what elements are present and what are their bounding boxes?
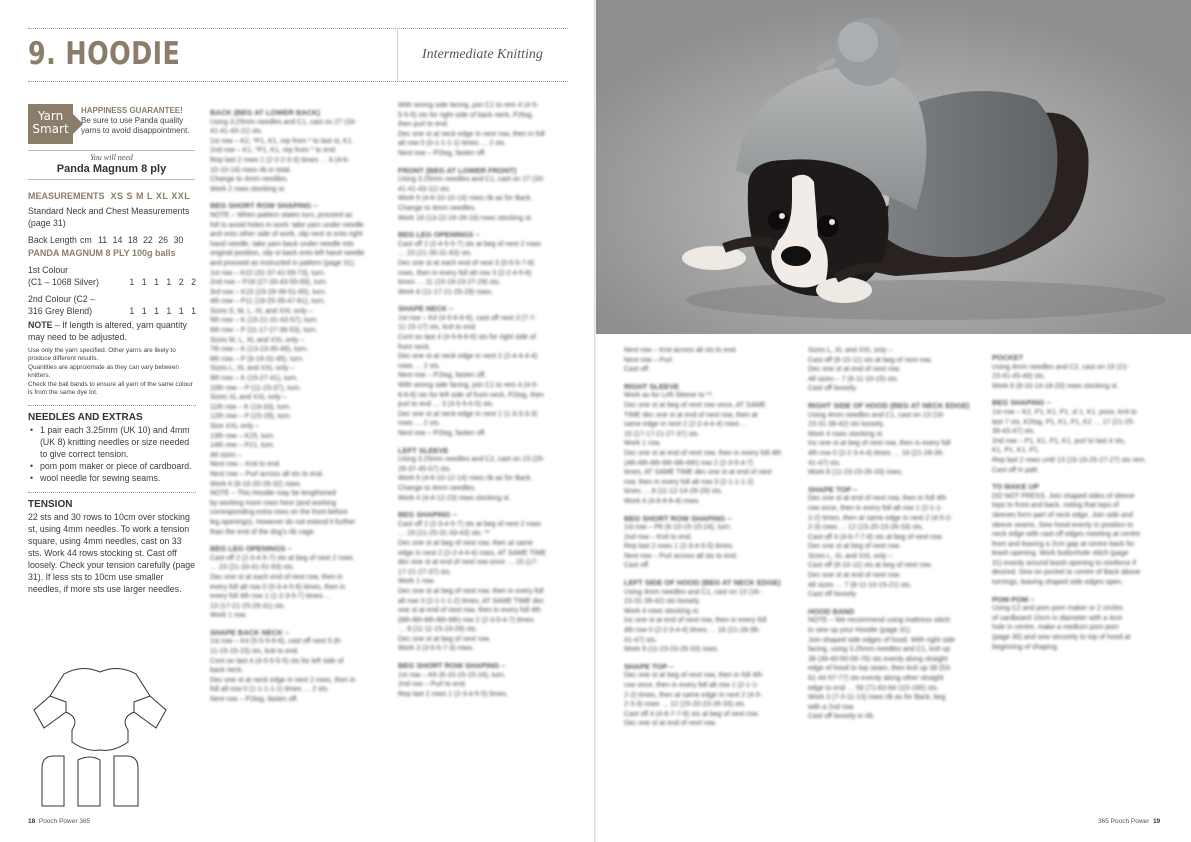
skill-level: Intermediate Knitting — [422, 47, 543, 62]
pattern-line: alt row 0 (0-1-1-1-1) times … 2 sts. — [398, 140, 507, 148]
pattern-line: 39-43-47) sts. — [992, 428, 1036, 436]
pattern-line: then purl to end. — [398, 121, 449, 129]
pattern-line: Using 4mm needles and C1, cast on 13 (16- — [808, 411, 945, 419]
pattern-line: Rep last 2 rows 1 (2-3-4-5-5) times. — [624, 543, 735, 551]
back-length-values: 11 14 18 22 26 30 — [98, 235, 184, 245]
pattern-line: 38 (38-40-50-56-76) sts evenly along straight — [808, 655, 948, 663]
pattern-line: Work 4 (4-6-6-6-4) rows. — [624, 497, 701, 505]
pattern-column-3 — [624, 346, 804, 826]
pattern-line: 29-37-45-57) sts. — [398, 465, 452, 473]
pattern-heading: POM POM – — [992, 594, 1035, 604]
pattern-line: Rep last 2 rows 1 (2-3-4-5-5) times. — [398, 690, 509, 698]
pattern-line: 1st row – P6 (6-10-15-15-24), turn. — [624, 524, 732, 532]
colour1-label-b: (C1 – 1068 Silver) — [28, 277, 99, 287]
pattern-line: times … 11 (15-19-23-27-29) sts. — [398, 279, 501, 287]
pattern-line: Change to 4mm needles. — [398, 204, 477, 212]
pattern-line: rows … 2 sts. — [398, 362, 441, 370]
pattern-line: Sizes L, XL and XXL only – — [210, 365, 295, 373]
pattern-line: 2nd row – P1, K1, P1, K1, purl to last 4 sts, — [992, 437, 1126, 445]
section-divider — [28, 492, 196, 493]
pattern-line: (6th-6th-6th-6th-6th) row 2 (2-3-5-4-7) times — [398, 616, 534, 624]
pattern-line: Dec one st at end of next row. — [808, 572, 901, 580]
yarn-note-2: Quantities are approximate as they can vary between knitters. — [28, 363, 179, 380]
pattern-heading: SHAPE NECK – — [398, 304, 454, 314]
pattern-column-1 — [210, 101, 388, 833]
pattern-line: corresponding extra rows on the front before — [210, 509, 348, 517]
pattern-line: With wrong side facing, join C1 to rem 4 (4-5- — [398, 102, 539, 109]
pattern-line: 4th row 0 (2-2-3-4-4) times … 16 (21-28-36- — [808, 449, 945, 457]
pattern-line: Rep last 2 rows until 13 (15-19-25-27-27) sts rem. — [992, 456, 1147, 464]
body-pieces-outline — [50, 668, 150, 750]
pattern-line: Sizes M, L, XL and XXL only – — [210, 336, 305, 344]
needles-heading: NEEDLES AND EXTRAS — [28, 412, 143, 424]
pattern-line: one st at end of next row, then in every foll 4th — [398, 607, 541, 615]
pattern-line: rows … 2 sts. — [398, 420, 441, 428]
pattern-line: 1st row – K22 (31-37-41-59-73), turn. — [210, 269, 326, 277]
pattern-heading: POCKET — [992, 353, 1024, 362]
pattern-line: Rep last 2 rows 1 (2-2-2-3-3) times … 6 (4-6- — [210, 156, 350, 164]
pattern-line: Dec one st at neck edge in next 2 rows, then in — [210, 676, 356, 684]
dog-photo-illustration — [596, 0, 1191, 334]
pattern-line: 61-44-57-77) sts evenly along other straight — [808, 675, 944, 682]
pattern-line: Dec one st at beg of next row, then in every foll — [398, 587, 544, 595]
pattern-line: 8th row – P (9-19-31-45), turn. — [210, 355, 305, 363]
pattern-line: 23-41-45-49) sts. — [992, 373, 1046, 381]
pattern-line: 10-10-14) rows rib in total. — [210, 166, 292, 174]
pattern-line: Work 8 (11-23-23-26-33) rows. — [808, 469, 904, 477]
yarn-smart-badge: Yarn Smart — [28, 104, 73, 144]
you-will-need-rule — [28, 179, 195, 180]
pattern-line: 5-5-5) sts for right side of back neck, P2tog, — [398, 111, 534, 119]
pattern-line: row once, then in every foll alt row 1 (2-1-1- — [808, 504, 943, 512]
pattern-heading: BEG SHAPING – — [398, 510, 457, 520]
pattern-line: every foll 4th row 1 (1-2-3-5-7) times … — [210, 593, 332, 601]
pattern-line: neck edge with cast off edges meeting at centre — [992, 531, 1141, 539]
pattern-column-2 — [398, 101, 576, 833]
pattern-line: hand needle, take yarn back under needle into — [210, 240, 354, 248]
pattern-line: NOTE – We recommend using mattress stitch — [808, 617, 951, 625]
pattern-line: … 9 (11-11-15-19-29) sts. — [398, 626, 478, 634]
pattern-line: Dec one st at beg of next row, then at same — [398, 539, 534, 547]
pattern-line: back neck. — [210, 667, 244, 675]
pattern-line: Cast off (6-10-11) sts at beg of next row. — [808, 356, 933, 364]
pattern-line: 11-15-15-15) sts, knit to end. — [210, 648, 299, 656]
pattern-line: 1st row – K6 (6-10-15-15-24), turn. — [398, 671, 506, 679]
back-length-row — [28, 234, 196, 246]
pattern-line: 2nd row – Purl to end. — [398, 681, 467, 689]
pattern-line: Work 1 row. — [398, 578, 435, 586]
pattern-line: 10th row – P (11-23-37), turn. — [210, 384, 302, 392]
pattern-line: of cardboard 10cm in diameter with a 4cm — [992, 614, 1123, 622]
pattern-heading: SHAPE TOP – — [624, 661, 674, 671]
pattern-line: (4th-6th-6th-6th-6th-6th) row 2 (2-3-5-4-7) — [624, 459, 754, 467]
pattern-line: Work 8 (8-10-14-18-20) rows stocking st. — [992, 382, 1119, 390]
pattern-line: 5th row – K (15-21-31-43-57), turn. — [210, 317, 319, 325]
pattern-line: (page 30) and sew securely to top of hood at — [992, 634, 1131, 642]
pattern-line: 2-3-3) rows … 12 (15-20-23-26-33) sts. — [624, 701, 746, 709]
pattern-line: Cast off loosely. — [808, 591, 858, 599]
pattern-line: Next row – Knit to end. — [210, 461, 281, 469]
pattern-heading: SHAPE TOP – — [808, 484, 858, 494]
pattern-line: Dec one st at beg of next row, then in foll 4th — [624, 672, 763, 680]
pattern-line: 15 (17-17-21-27-37) sts. — [624, 430, 700, 438]
pattern-line: 9th row – K (15-27-41), turn. — [210, 375, 298, 383]
colour2-row — [28, 305, 196, 317]
pattern-line: Cast off 2 (2-3-4-5-7) sts at beg of next 2 rows — [210, 554, 354, 562]
pattern-line: foll alt row 0 (1-1-1-1-1) times … 2 sts. — [210, 686, 330, 694]
pattern-line: Cast off 4 (4-6-7-7-8) sts at beg of next row. — [808, 533, 944, 541]
pattern-line: edge of hood to top seam, then knit up 38 (53- — [808, 665, 952, 673]
header-rule-bottom — [28, 81, 568, 82]
pattern-line: Next row – Purl across all sts to end. — [624, 552, 738, 560]
you-will-need — [28, 150, 195, 175]
pattern-line: sleeve seams. Sew hood evenly in position to — [992, 521, 1134, 529]
pattern-line: 7th row – K (13-23-35-49), turn. — [210, 346, 309, 354]
note-label: NOTE — [28, 320, 53, 330]
pattern-line: 23-31-39-42) sts loosely. — [624, 598, 701, 606]
pattern-line: 4th row 0 (2-2-3-4-4) times … 16 (21-28-36- — [624, 627, 761, 635]
pattern-line: Cast off loosely. — [808, 385, 858, 393]
pattern-line: dec one st at end of next row once … 15 (17- — [398, 559, 539, 567]
pattern-line: Dec one st at neck edge in next 1 (1-3-3-3-3) — [398, 410, 538, 418]
pattern-line: Dec one st at end of next row, then in foll 4th — [808, 495, 947, 503]
pattern-line: All sizes – — [210, 451, 242, 459]
page-title: 9. HOODIE — [28, 36, 181, 72]
pattern-line: Size XXL only – — [210, 423, 260, 430]
pocket-outline — [78, 757, 100, 806]
pattern-line: Sizes L, XL and XXL only – — [808, 347, 893, 354]
pattern-line: Using 3.25mm needles and C1, cast on 27 (33- — [398, 176, 545, 184]
pattern-line: 17-21-27-37) sts. — [398, 568, 452, 576]
pattern-line: 1st row – K4 (4-5-6-6-6), cast off next 3 (7-7- — [398, 314, 537, 322]
pattern-line: Using C2 and pom pom maker or 2 circles — [992, 605, 1123, 613]
pattern-line: 1st row – K2, *P1, K1, rep from * to last st, K1. — [210, 137, 354, 145]
pattern-column-4 — [808, 346, 986, 826]
pattern-line: K1, P1, K1, P1. — [992, 447, 1040, 455]
pattern-schematic-diagram — [30, 656, 170, 816]
pattern-line: 14th row – P21, turn. — [210, 442, 275, 450]
pattern-line: Using 4mm needles and C2, cast on 19 (21- — [992, 363, 1129, 371]
colour2-label-b: 316 Grey Blend) — [28, 306, 93, 316]
pattern-line: Cast off. — [624, 366, 650, 374]
pattern-line: 2nd row – Knit to end. — [624, 533, 693, 541]
pattern-line: original position, slip st back onto left hand needle — [210, 250, 365, 258]
pattern-line: Work 8 (11-17-21-25-29) rows. — [398, 288, 494, 296]
needles-item: • pom pom maker or piece of cardboard. — [28, 460, 196, 472]
pattern-heading: BACK (BEG AT LOWER BACK) — [210, 108, 320, 117]
pattern-line: Using 3.25mm needles and C2, cast on 23 (25- — [398, 456, 545, 464]
measurements-label: MEASUREMENTS — [28, 191, 105, 201]
pattern-line: turnings, leaving shaped side edges open. — [992, 579, 1124, 587]
pattern-line: Work 3 (7-3-11-13) rows rib as for Back, beg — [808, 694, 946, 702]
pattern-line: 41-41-43-11) sts. — [210, 128, 263, 136]
pattern-column-5 — [992, 346, 1170, 826]
pattern-line: last 7 sts, K2tog, P1, K1, P1, K2 … 17 (21-25- — [992, 418, 1135, 426]
pattern-line: Join shaped side edges of hood. With right side — [808, 636, 956, 644]
yarn-note-1: Use only the yarn specified. Other yarns are likely to produce different results. — [28, 347, 176, 363]
pattern-line: Work 3 (3-5-5-7-3) rows. — [398, 645, 475, 653]
pattern-line: 13th row – K25, turn. — [210, 432, 275, 440]
pattern-heading: BEG SHORT ROW SHAPING – — [210, 201, 318, 211]
pattern-line: 2nd row – K1, *P1, K1, rep from * to end. — [210, 147, 337, 155]
pattern-line: row once, then in every foll alt row 1 (2-1-1- — [624, 682, 759, 689]
magazine-title-left: Pooch Power 365 — [38, 818, 91, 825]
pattern-line: purl to end … 3 (3-5-5-5-5) sts. — [398, 401, 495, 409]
pattern-line: 13 (17-21-25-29-31) sts. — [210, 602, 286, 610]
pattern-line: … 23 (21-33-41-51-63) sts. — [210, 564, 295, 572]
pattern-line: 2-2) times, then at same edge in next 2 (4-5-2- — [808, 514, 953, 522]
pattern-heading: BEG LEG OPENINGS – — [210, 544, 292, 554]
needles-item: • wool needle for sewing seams. — [28, 472, 196, 484]
pattern-line: Cast off (6-10-11) sts at beg of next row. — [808, 562, 933, 570]
pattern-line: DO NOT PRESS. Join shaped sides of sleeve — [992, 492, 1135, 500]
pattern-line: Inc one st at beg of next row, then in every foll — [808, 440, 951, 448]
pattern-line: Work 2 rows stocking st. — [210, 185, 286, 193]
pattern-line: Cast off 4 (4-6-7-7-8) sts at beg of next row. — [624, 710, 760, 718]
pattern-line: Dec one st at end of next row, then in every foll 4th — [624, 449, 782, 457]
balls-heading — [28, 247, 196, 259]
pattern-line: Cast off 2 (2-4-5-5-7) sts at beg of next 2 rows — [398, 240, 542, 248]
pattern-line: edge to end … 58 (71-83-94-115-165) sts. — [808, 684, 939, 692]
pattern-line: rows, then in every foll alt row 3 (2-2-4-5-6) — [398, 269, 532, 277]
pattern-line: 4th row – P11 (19-25-35-47-61), turn. — [210, 298, 326, 306]
pattern-line: 1st row – K2, P1, K1, P1, sl 1, K1, psso, knit to — [992, 408, 1137, 416]
pattern-line: 12th row – P (15-29), turn. — [210, 413, 292, 421]
pattern-line: Next row – P2tog, fasten off. — [398, 430, 487, 437]
pattern-line: Work as for Left Sleeve to **. — [624, 392, 714, 400]
colour1-label-a: 1st Colour — [28, 265, 69, 275]
pattern-line: Next row – Purl across all sts to end. — [210, 470, 324, 478]
right-sleeve-outline — [134, 696, 166, 728]
pattern-line: Work 4 (4-4-12-23) rows stocking st. — [398, 494, 511, 502]
pattern-line: by working more rows here (and working — [210, 499, 337, 507]
pattern-line: 2nd row – P18 (27-33-43-55-69), turn. — [210, 279, 328, 287]
pattern-line: Work 6 (4-6-10-12-14) rows rib as for Back. — [398, 475, 533, 483]
tension-text: 22 sts and 30 rows to 10cm over stocking st, using 4mm needles. To work a tension square, using 4mm needles, cast on 33 sts. Work 44 rows stocking st. Cast off loosely. Check your tension carefully (page 31). If less sts to 10cm use smaller needles, if more sts use larger needles. — [28, 512, 196, 595]
measurements-heading — [28, 190, 196, 202]
quantity-note — [28, 319, 196, 343]
pattern-line: Cast off loosely in rib. — [808, 713, 875, 721]
pattern-heading: LEFT SIDE OF HOOD (BEG AT NECK EDGE) — [624, 578, 781, 588]
pattern-heading: BEG SHORT ROW SHAPING – — [398, 661, 506, 671]
pattern-line: Work 9 (11-23-23-26-33) rows. — [624, 646, 720, 654]
folio-left — [28, 818, 90, 825]
pattern-line: tops to front and back, noting that tops of — [992, 502, 1119, 510]
pattern-line: Cont on last 4 (4-5-5-5-5) sts for left side of — [210, 657, 344, 665]
pattern-line: Dec one st at each end of next 3 (0-5-5-7-8) — [398, 259, 535, 267]
pattern-line: Dec one st at beg of next row. — [808, 543, 901, 551]
needles-list — [28, 424, 196, 484]
pattern-line: and onto other side of work, slip next st onto right — [210, 231, 363, 239]
guarantee-title: HAPPINESS GUARANTEE! — [81, 106, 183, 115]
pattern-line: 3rd row – K15 (23-29-39-51-65), turn. — [210, 288, 327, 296]
pattern-line: TIME dec one st at end of next row, then at — [624, 411, 758, 419]
folio-right — [1098, 818, 1160, 825]
pattern-line: 41-41-43-11) sts. — [398, 185, 451, 193]
pattern-line: beginning of shaping. — [992, 643, 1059, 651]
colour2-label-a: 2nd Colour (C2 – — [28, 294, 95, 304]
pattern-line: edge in next 2 (2-2-4-4-4) rows, AT SAME TIME — [398, 549, 547, 557]
pattern-heading: HOOD BAND — [808, 606, 855, 616]
pattern-line: Work 18 (13-22-24-28-16) rows stocking st. — [398, 214, 533, 222]
pattern-line: facing, using 3.25mm needles and C1, knit up — [808, 646, 951, 654]
pattern-line: Work 6 (8-10-20-26-32) rows. — [210, 480, 302, 488]
pattern-heading: SHAPE BACK NECK – — [210, 627, 290, 637]
pattern-line: 1st row – K4 (5-5-5-6-6), cast off next 5 (6- — [210, 638, 343, 646]
pattern-line: 23-31-39-42) sts loosely. — [808, 421, 885, 429]
magazine-title-right: 365 Pooch Power — [1098, 818, 1150, 825]
pattern-line: to sew up your Hoodie (page 31). — [808, 627, 912, 635]
pattern-line: times … 8 (11-12-14-29-29) sts. — [624, 488, 723, 496]
pattern-line: Using 4mm needles and C1, cast on 13 (16- — [624, 588, 761, 596]
pattern-line: Using 3.25mm needles and C1, cast on 27 (33- — [210, 118, 357, 126]
happiness-guarantee — [81, 106, 193, 136]
section-divider — [28, 405, 196, 406]
size-list: XS S M L XL XXL — [110, 191, 191, 201]
back-length-label: Back Length — [28, 235, 77, 245]
pattern-line: Work 4 rows stocking st. — [808, 430, 884, 438]
pattern-line: NOTE – When pattern states turn, proceed as — [210, 211, 353, 219]
pattern-line: every foll alt row 0 (0-3-4-5-6) times, then in — [210, 583, 346, 591]
colour2-values: 1 1 1 1 1 1 — [129, 306, 196, 316]
pattern-line: Cast off. — [624, 562, 650, 570]
pattern-line: Next row – Purl. — [624, 356, 674, 364]
pattern-line: Next row – P2tog, fasten off. — [398, 149, 487, 157]
pattern-heading: BEG SHAPING – — [992, 398, 1051, 408]
pattern-line: Work 1 row. — [624, 440, 661, 448]
pattern-line: NOTE – This Hoodie may be lengthened — [210, 490, 336, 498]
pattern-heading: LEFT SLEEVE — [398, 445, 449, 455]
hood-left-outline — [42, 756, 64, 806]
pattern-line: Dec one st at beg of next row once, AT SAME — [624, 401, 766, 409]
pattern-line: Inc one st at end of next row, then in every foll — [624, 617, 767, 625]
tension-heading: TENSION — [28, 499, 73, 511]
hood-right-outline — [114, 756, 138, 806]
pattern-line: same edge in next 2 (2-2-4-4-4) rows … — [624, 421, 749, 429]
pattern-line: Dec one st at each end of next row, then in — [210, 573, 343, 581]
pattern-line: leg openings). However do not extend it further — [210, 518, 356, 526]
materials-column — [28, 190, 196, 595]
pattern-line: All sizes – 7 (8-11-10-15) sts. — [808, 375, 899, 383]
balls-heading-text: PANDA MAGNUM 8 PLY 100g balls — [28, 248, 176, 258]
pattern-line: 31) evenly around leash opening to reinforce if — [992, 559, 1136, 567]
pattern-line: Dec one st at end of next row. — [808, 366, 901, 374]
pattern-line: Dec one st at end of next row. — [624, 720, 717, 728]
needles-item: • 1 pair each 3.25mm (UK 10) and 4mm (UK 8) knitting needles or size needed to give correct tension. — [28, 424, 196, 460]
back-length-unit: cm — [80, 235, 92, 245]
left-sleeve-outline — [34, 696, 66, 728]
pattern-line: Next row – P2tog, fasten off. — [210, 696, 299, 704]
pattern-line: Next row – P2tog, fasten off. — [398, 372, 487, 380]
pattern-line: With wrong side facing, join C1 to rem 4 (4-5- — [398, 382, 539, 390]
pattern-line: Work 6 (4-6-10-10-14) rows rib as for Back. — [398, 195, 533, 203]
pattern-line: Cast off in patt. — [992, 466, 1039, 474]
pattern-line: 6th row – P (11-17-27-39-53), turn. — [210, 327, 318, 335]
pattern-line: Sizes S, M, L, XL and XXL only – — [210, 307, 313, 315]
yarn-name: Panda Magnum 8 ply — [56, 163, 167, 175]
pattern-line: 2-3) rows … 12 (15-20-23-26-33) sts. — [808, 524, 924, 532]
pattern-line: 11th row – K (19-33), turn. — [210, 403, 292, 411]
pattern-heading: BEG LEG OPENINGS – — [398, 230, 480, 240]
pattern-line: 41-47) sts. — [624, 636, 658, 644]
pattern-line: Sizes L, XL and XXL only – — [808, 552, 893, 560]
pattern-heading: FRONT (BEG AT LOWER FRONT) — [398, 165, 517, 175]
pattern-line: Change to 4mm needles. — [210, 176, 289, 184]
dog-hoodie-photo — [596, 0, 1191, 334]
pattern-line: Dec one st at neck edge in next 2 (2-4-4-4-4) — [398, 353, 538, 361]
pattern-line: times, AT SAME TIME dec one st at end of next — [624, 469, 772, 477]
pattern-line: Cast off 2 (2-3-4-5-7) sts at beg of next 2 rows — [398, 520, 542, 528]
colour1-values: 1 1 1 1 2 2 — [129, 277, 196, 287]
pattern-line: desired. Sew on pocket to centre of Back above — [992, 569, 1141, 577]
pattern-line: Work 4 rows stocking st. — [624, 607, 700, 615]
pattern-line: Sizes XL and XXL only – — [210, 394, 287, 402]
pattern-line: row, then in every foll alt row 3 (2-1-1-1-2) — [624, 478, 754, 486]
pattern-line: All sizes … 7 (8-11-10-15-21) sts. — [808, 581, 912, 589]
header-rule-top — [28, 28, 568, 29]
page-number-left: 18 — [28, 818, 36, 825]
guarantee-text: Be sure to use Panda quality yarns to avoid disappointment. — [81, 116, 190, 135]
pattern-line: Dec one st at neck edge in next row, then in foll — [398, 130, 545, 138]
pattern-heading: TO MAKE UP — [992, 482, 1039, 492]
pattern-line: leash opening. Work buttonhole stitch (page — [992, 550, 1129, 558]
pattern-heading: RIGHT SLEEVE — [624, 381, 680, 391]
pattern-line: Dec one st at beg of next row. — [398, 635, 491, 643]
pattern-line: … 19 (21-25-31-33-43) sts. ** — [398, 530, 490, 538]
header-divider — [397, 28, 398, 81]
pattern-line: sleeves form part of neck edge. Join side and — [992, 511, 1133, 519]
pattern-line: Change to 4mm needles. — [398, 484, 477, 492]
pattern-line: front neck. — [398, 343, 431, 351]
pattern-line: foll to avoid holes in work: take yarn under needle — [210, 221, 364, 229]
pattern-line: and proceed as instructed in pattern (page 31). — [210, 259, 356, 267]
yarn-note-3: Check the ball bands to ensure all yarn of the same colour is from the same dye lot. — [28, 380, 193, 397]
pattern-line: Next row – Knit across all sts to end. — [624, 347, 738, 354]
pattern-heading: BEG SHORT ROW SHAPING – — [624, 513, 732, 523]
pattern-line: 2-2) times, then at same edge in next 2 (4-5- — [624, 691, 763, 699]
pattern-line: Cont on last 4 (4-5-6-6-6) sts for right side of — [398, 334, 536, 342]
pattern-line: Work 1 row. — [210, 612, 247, 620]
pattern-line: front and leaving a 2cm gap at centre back for — [992, 540, 1135, 548]
pattern-line: hole in centre, make a medium pom pom — [992, 624, 1119, 632]
pattern-heading: RIGHT SIDE OF HOOD (BEG AT NECK EDGE) — [808, 400, 970, 410]
you-will-need-label: You will need — [90, 153, 133, 162]
pattern-line: with a 2nd row. — [808, 703, 855, 711]
pattern-line: 6-6-6) sts for left side of front neck, P2tog, then — [398, 391, 544, 399]
pattern-line: than the end of the dog's rib cage. — [210, 528, 316, 536]
pattern-line: 41-47) sts. — [808, 459, 842, 467]
pattern-line: 11-15-17) sts, knit to end. — [398, 324, 477, 332]
pattern-line: … 23 (21-35-31-63) sts. — [398, 250, 473, 258]
neck-chest-note: Standard Neck and Chest Measurements (page 31) — [28, 206, 190, 228]
page-number-right: 19 — [1152, 818, 1161, 825]
note-text: – If length is altered, yarn quantity may need to be adjusted. — [28, 320, 187, 342]
pattern-line: alt row 3 (2-1-1-1-2) times, AT SAME TIME dec — [398, 597, 544, 605]
colour1-row — [28, 276, 196, 288]
